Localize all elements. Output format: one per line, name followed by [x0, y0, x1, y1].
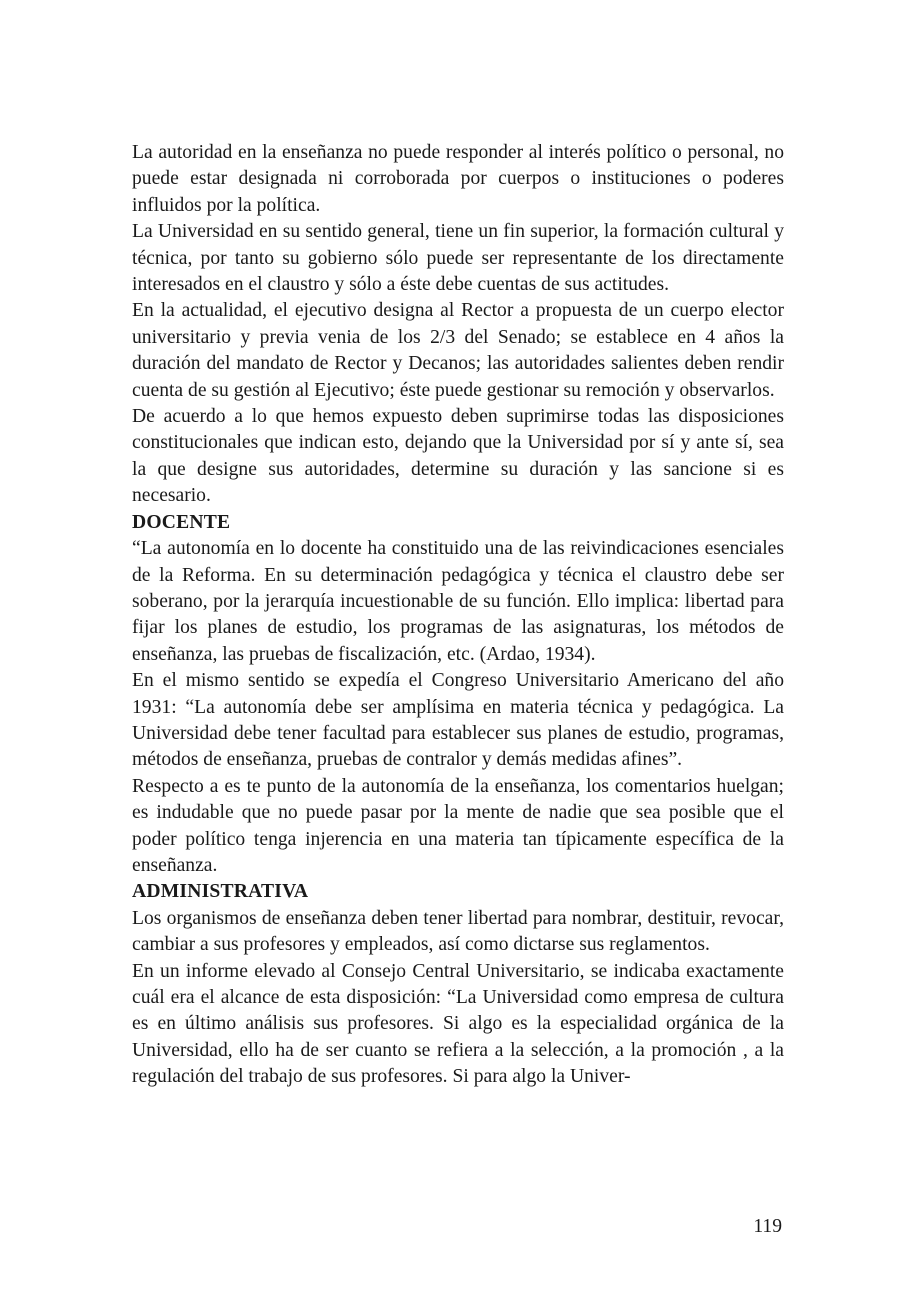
- paragraph: En un informe elevado al Consejo Central Universitario, se indicaba exactamente cuál era el alcance de esta disposición: “La Universidad como empresa de cultura es en último análisis sus profesores. Si algo es la especialidad orgánica de la Universidad, ello ha de ser cuanto se refiera a la selección, a la promoción , a la regulación del trabajo de sus profesores. Si para algo la Univer-: [132, 960, 784, 1088]
- paragraph: La autoridad en la enseñanza no puede responder al interés político o personal, no puede estar designada ni corroborada por cuerpos o instituciones o poderes influidos por la política.: [132, 142, 784, 216]
- paragraph: En la actualidad, el ejecutivo designa al Rector a propuesta de un cuerpo elector universitario y previa venia de los 2/3 del Senado; se establece en 4 años la duración del mandato de Rector y Decanos; las autoridades salientes deben rendir cuenta de su gestión al Ejecutivo; éste puede gestionar su remoción y observarlos.: [132, 300, 784, 401]
- paragraph: La Universidad en su sentido general, tiene un fin superior, la formación cultural y técnica, por tanto su gobierno sólo puede ser representante de los directamente interesados en el claustro y sólo a éste debe cuentas de sus actitudes.: [132, 221, 784, 296]
- paragraph: Los organismos de enseñanza deben tener libertad para nombrar, destituir, revocar, cambiar a sus profesores y empleados, así como dictarse sus reglamentos.: [132, 907, 784, 956]
- paragraph: En el mismo sentido se expedía el Congreso Universitario Americano del año 1931: “La autonomía debe ser amplísima en materia técnica y pedagógica. La Universidad debe tener facultad para establecer sus planes de estudio, programas, métodos de enseñanza, pruebas de contralor y demás medidas afines”.: [132, 670, 784, 771]
- page-number: 119: [753, 1216, 782, 1237]
- section-heading-administrativa: ADMINISTRATIVA: [132, 881, 309, 903]
- section-heading-docente: DOCENTE: [132, 511, 231, 533]
- paragraph: De acuerdo a lo que hemos expuesto deben suprimirse todas las disposiciones constitucionales que indican esto, dejando que la Universidad por sí y ante sí, sea la que designe sus autoridades, determine su duración y las sancione si es necesario.: [132, 406, 784, 507]
- paragraph: Respecto a es te punto de la autonomía de la enseñanza, los comentarios huelgan; es indudable que no puede pasar por la mente de nadie que sea posible que el poder político tenga injerencia en una materia tan típicamente específica de la enseñanza.: [132, 775, 784, 876]
- paragraph: “La autonomía en lo docente ha constituido una de las reivindicaciones esenciales de la Reforma. En su determinación pedagógica y técnica el claustro debe ser soberano, por la jerarquía incuestionable de su función. Ello implica: libertad para fijar los planes de estudio, los programas de las asignaturas, los métodos de enseñanza, las pruebas de fiscalización, etc. (Ardao, 1934).: [132, 538, 784, 665]
- body-text: [132, 140, 784, 1091]
